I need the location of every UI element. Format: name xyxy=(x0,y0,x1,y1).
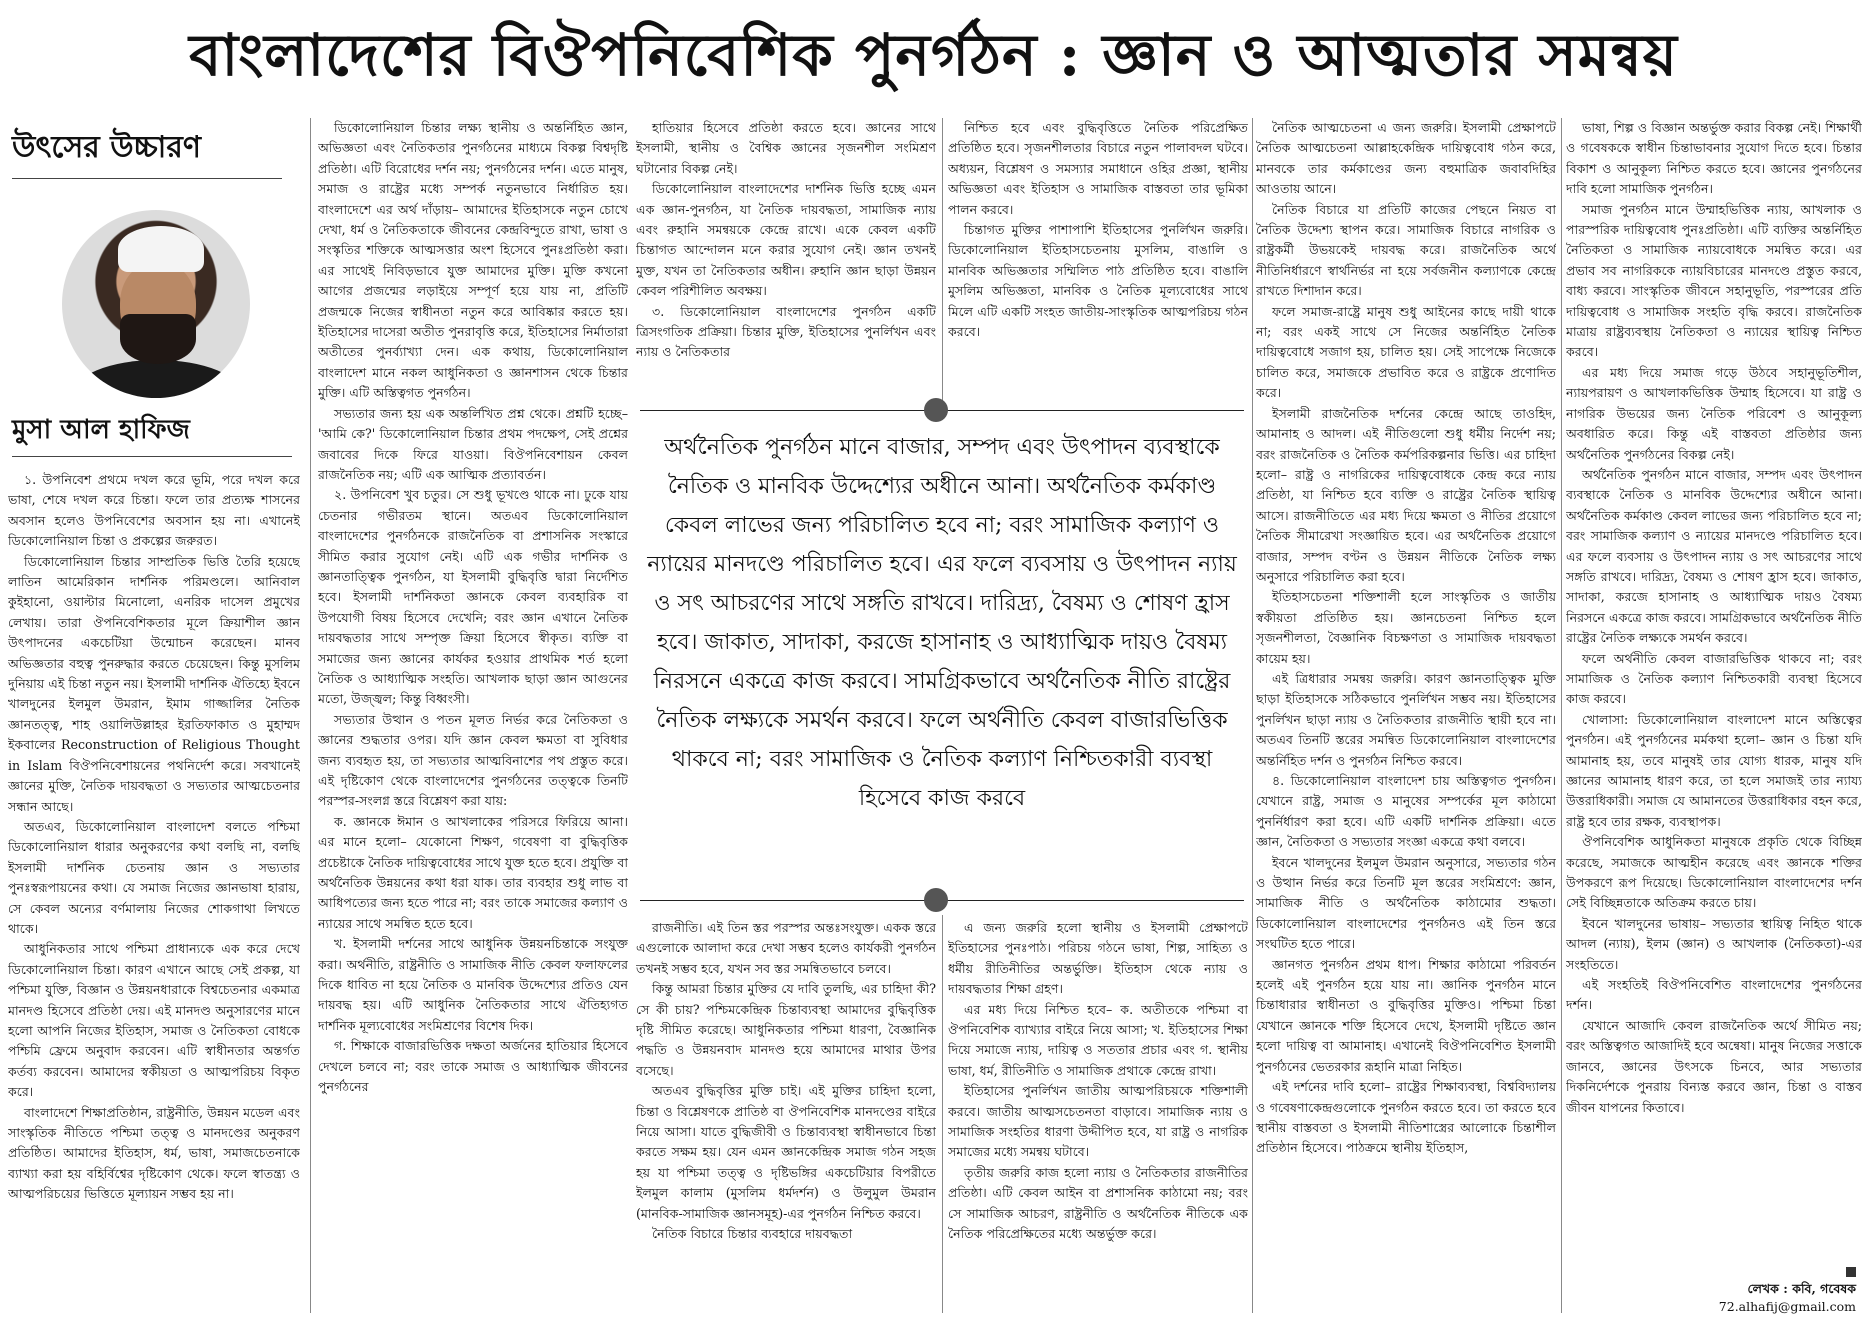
article-paragraph: সমাজ পুনর্গঠন মানে উম্মাহভিত্তিক ন্যায়, আখলাক ও পারস্পরিক দায়িত্ববোধ পুনঃপ্রতিষ্ঠা। এটি ব্যক্তির অন্তর্নিহিত নৈতিকতা ও সামাজিক ন্যায়বোধকে সমন্বিত করে। এর প্রভাব সব নাগরিককে ন্যায়বিচারের মানদণ্ডে প্রস্তুত করবে, বাধ্য করবে। সাংস্কৃতিক জীবনে সহানুভূতি, পরস্পরের প্রতি দায়িত্ববোধ ও সামাজিক সংহতি বৃদ্ধি করবে। রাজনৈতিক মাত্রায় রাষ্ট্রব্যবস্থায় নৈতিকতা ও ন্যায়ের স্থায়িত্ব নিশ্চিত করবে। xyxy=(1566,201,1862,360)
article-paragraph: ডিকোলোনিয়াল বাংলাদেশের দার্শনিক ভিত্তি হচ্ছে এমন এক জ্ঞান-পুনর্গঠন, যা নৈতিক দায়বদ্ধতা, সামাজিক ন্যায় এবং রুহানি সমন্বয়কে কেন্দ্রে রাখে। একে কেবল একটি চিন্তাগত আন্দোলন মনে করার সুযোগ নেই। জ্ঞান তখনই মুক্ত, যখন তা নৈতিকতার অধীন। রুহানি জ্ঞান ছাড়া উন্নয়ন কেবল পরিশীলিত অবক্ষয়। xyxy=(636,181,936,299)
article-paragraph: আধুনিকতার সাথে পশ্চিমা প্রাধান্যকে এক করে দেখে ডিকোলোনিয়াল চিন্তা। কারণ এখানে আছে সেই প্রকল্প, যা পশ্চিমা যুক্তি, বিজ্ঞান ও উন্নয়নধারাকে বিশ্বচেতনার একমাত্র মানদণ্ড হিসেবে প্রতিষ্ঠা দেয়। এই মানদণ্ড অনুসারণের মানে হলো আপনি নিজের ইতিহাস, সমাজ ও নৈতিকতা বোধকে পশ্চিমি ফ্রেমে অনুবাদ করবেন। এটি স্বাধীনতার অন্তর্গত কর্তব্য করবেন। আমাদের স্বকীয়তা ও আত্মপরিচয় বিকৃত করে। xyxy=(8,941,300,1100)
article-paragraph: হাতিয়ার হিসেবে প্রতিষ্ঠা করতে হবে। জ্ঞানের সাথে ইসলামী, স্থানীয় ও বৈশ্বিক জ্ঞানের সৃজনশীল সংমিশ্রণ ঘটানোর বিকল্প নেই। xyxy=(636,120,936,176)
article-paragraph: এই সংহতিই বিঔপনিবেশিত বাংলাদেশের পুনর্গঠনের দর্শন। xyxy=(1566,977,1862,1013)
article-paragraph: ইবনে খালদুনের ভাষায়– সভ্যতার স্থায়িত্ব নিহিত থাকে আদল (ন্যায়), ইলম (জ্ঞান) ও আখলাক (নৈতিকতা)-এর সংহতিতে। xyxy=(1566,915,1862,972)
column-divider xyxy=(310,118,311,1313)
author-byline: মুসা আল হাফিজ xyxy=(12,415,190,445)
column-divider xyxy=(942,118,943,408)
article-paragraph: ইতিহাসচেতনা শক্তিশালী হলে সাংস্কৃতিক ও জাতীয় স্বকীয়তা প্রতিষ্ঠিত হয়। জ্ঞানচেতনা নিশ্চিত হলে সৃজনশীলতা, বৈজ্ঞানিক বিচক্ষণতা ও সামাজিক দায়বদ্ধতা কায়েম হয়। xyxy=(1256,589,1556,666)
column-kicker: উৎসের উচ্চারণ xyxy=(12,130,202,165)
article-paragraph: ভাষা, শিল্প ও বিজ্ঞান অন্তর্ভুক্ত করার বিকল্প নেই। শিক্ষার্থী ও গবেষককে স্বাধীন চিন্তাভাবনার সুযোগ দিতে হবে। চিন্তার বিকাশ ও আনুকূল্য নিশ্চিত করতে হবে। জ্ঞানের পুনর্গঠনের দাবি হলো সামাজিক পুনর্গঠন। xyxy=(1566,120,1862,197)
article-paragraph: ঔপনিবেশিক আধুনিকতা মানুষকে প্রকৃতি থেকে বিচ্ছিন্ন করেছে, সমাজকে আত্মহীন করেছে এবং জ্ঞানকে শক্তির উপকরণে রূপ দিয়েছে। ডিকোলোনিয়াল বাংলাদেশের দর্শন সেই বিচ্ছিন্নতাকে অতিক্রম করতে চায়। xyxy=(1566,834,1862,911)
author-credit: লেখক : কবি, গবেষক xyxy=(1747,1281,1856,1296)
article-paragraph: চিন্তাগত মুক্তির পাশাপাশি ইতিহাসের পুনর্লিখন জরুরি। ডিকোলোনিয়াল ইতিহাসচেতনায় মুসলিম, বাঙালি ও মানবিক অভিজ্ঞতার সম্মিলিত পাঠ প্রতিষ্ঠিত হবে। বাঙালি মুসলিম অভিজ্ঞতা, মানবিক ও নৈতিক মূল্যবোধের সাথে মিলে এটি একটি সংহত জাতীয়-সাংস্কৃতিক আত্মপরিচয় গঠন করবে। xyxy=(948,222,1248,340)
article-paragraph: নৈতিক বিচারে চিন্তার ব্যবহারে দায়বদ্ধতা xyxy=(652,1226,853,1242)
article-paragraph: ইবনে খালদুনের ইলমুল উমরান অনুসারে, সভ্যতার গঠন ও উত্থান নির্ভর করে তিনটি মূল স্তরের সংমিশ্রণে: জ্ঞান, সামাজিক নীতি ও অর্থনৈতিক কাঠামোর শুদ্ধতা। ডিকোলোনিয়াল বাংলাদেশের পুনর্গঠনও এই তিন স্তরে সংঘটিত হতে পারে। xyxy=(1256,854,1556,952)
article-paragraph: ৩. ডিকোলোনিয়াল বাংলাদেশের পুনর্গঠন একটি ত্রিসংগতিক প্রক্রিয়া। চিন্তার মুক্তি, ইতিহাসের পুনর্লিখন এবং ন্যায় ও নৈতিকতার xyxy=(636,303,936,360)
article-column-3-bottom xyxy=(636,918,936,1320)
article-column-2 xyxy=(318,118,628,1320)
article-paragraph: খোলাসা: ডিকোলোনিয়াল বাংলাদেশ মানে অস্তিত্বের পুনর্গঠন। এই পুনর্গঠনের মর্মকথা হলো– জ্ঞান ও চিন্তা যদি আমানাহ হয়, তবে মানুষই তার যোগ্য ধারক, মানুষ যদি জ্ঞানের আমানাহ ধারণ করে, তা হলে সমাজই তার ন্যায্য উত্তরাধিকারী। সমাজ যে আমানতের উত্তরাধিকার বহন করে, রাষ্ট্র হবে তার রক্ষক, ব্যবস্থাপক। xyxy=(1566,711,1862,829)
author-photo-body xyxy=(72,360,242,398)
author-email[interactable]: 72.alhafij@gmail.com xyxy=(1718,1299,1856,1314)
article-paragraph: অতএব, ডিকোলোনিয়াল বাংলাদেশ বলতে পশ্চিমা ডিকোলোনিয়াল ধারার অনুকরণের কথা বলছি না, বলছি ইসলামী দার্শনিক চেতনায় জ্ঞান ও সভ্যতার পুনঃস্বরূপায়নের কথা। যে সমাজ নিজের জ্ঞানভাষা হারায়, সে কেবল অন্যের বর্ণমালায় নিজের শোকগাথা লিখতে থাকে। xyxy=(8,818,300,936)
article-paragraph: ইতিহাসের পুনর্লিখন জাতীয় আত্মপরিচয়কে শক্তিশালী করবে। জাতীয় আত্মসচেতনতা বাড়াবে। সামাজিক ন্যায় ও সামাজিক সংহতির ধারণা উদ্দীপিত হবে, যা রাষ্ট্র ও নাগরিক সমাজের মধ্যে সমন্বয় ঘটাবে। xyxy=(948,1083,1248,1160)
article-paragraph: এই ত্রিধারার সমন্বয় জরুরি। কারণ জ্ঞানতাত্ত্বিক মুক্তি ছাড়া ইতিহাসকে সঠিকভাবে পুনর্লিখন সম্ভব নয়। ইতিহাসের পুনর্লিখন ছাড়া ন্যায় ও নৈতিকতার রাজনীতি স্থায়ী হবে না। অতএব তিনটি স্তরের সমন্বিত ডিকোলোনিয়াল বাংলাদেশের অন্তর্নিহিত দর্শন ও পুনর্গঠন নিশ্চিত করবে। xyxy=(1256,670,1556,768)
article-paragraph: জ্ঞানগত পুনর্গঠন প্রথম ধাপ। শিক্ষার কাঠামো পরিবর্তন হলেই এই পুনর্গঠন হয়ে যায় না। জ্ঞানিক পুনর্গঠন মানে চিন্তাধারার স্বাধীনতা ও বুদ্ধিবৃত্তির মুক্তিও। পশ্চিমা চিন্তা যেখানে জ্ঞানকে শক্তি হিসেবে দেখে, ইসলামী দৃষ্টিতে জ্ঞান হলো দায়িত্ব বা আমানাহ। এখানেই বিঔপনিবেশিত ইসলামী পুনর্গঠনের ভেতরকার রূহানি মাত্রা নিহিত। xyxy=(1256,956,1556,1074)
article-paragraph: ফলে অর্থনীতি কেবল বাজারভিত্তিক থাকবে না; বরং সামাজিক ও নৈতিক কল্যাণ নিশ্চিতকারী ব্যবস্থা হিসেবে কাজ করবে। xyxy=(1566,650,1862,707)
article-paragraph: ডিকোলোনিয়াল চিন্তার সাম্প্রতিক ভিত্তি তৈরি হয়েছে লাতিন আমেরিকান দার্শনিক পরিমণ্ডলে। আনিবাল কুইহানো, ওয়াল্টার মিনোলো, এনরিক দাসেল প্রমুখের লেখায়। তারা ঔপনিবেশিকতার মূলে ক্রিয়াশীল জ্ঞান উৎপাদনের একচেটিয়া উন্মোচন করেছেন। মানব অভিজ্ঞতার বহুত্ব পুনরুদ্ধার করতে চেয়েছেন। কিন্তু মুসলিম দুনিয়ায় এই চিন্তা নতুন নয়। ইসলামী দার্শনিক ঐতিহ্যে ইবনে খালদুনের ইলমুল উমরান, ইমাম গাজ্জালির নৈতিক জ্ঞানতত্ত্ব, শাহ ওয়ালিউল্লাহর ইরতিফাকাত ও মুহাম্মদ ইকবালের Reconstruction of Religious Thought in Islam বিঔপনিবেশায়নের পথনির্দেশ করে। সবখানেই জ্ঞানের মুক্তি, নৈতিক দায়বদ্ধতা ও সভ্যতার আত্মচেতনার সন্ধান আছে। xyxy=(8,553,300,814)
author-photo xyxy=(62,210,250,398)
article-paragraph: ইসলামী রাজনৈতিক দর্শনের কেন্দ্রে আছে তাওহিদ, আমানাহ ও আদল। এই নীতিগুলো শুধু ধর্মীয় নির্দেশ নয়; বরং রাজনৈতিক ও নৈতিক কর্মপরিকল্পনার ভিত্তি। এর চাহিদা হলো– রাষ্ট্র ও নাগরিকের দায়িত্ববোধকে কেন্দ্র করে ন্যায় প্রতিষ্ঠা, যা নিশ্চিত হবে ব্যক্তি ও রাষ্ট্রের নৈতিক স্থায়িত্ব আসে। রাজনীতিতে এর মধ্য দিয়ে ক্ষমতা ও নীতির প্রয়োগে নৈতিক সীমারেখা সংজ্ঞায়িত হবে। এর অর্থনৈতিক প্রয়োগে বাজার, সম্পদ বণ্টন ও উন্নয়ন নীতিকে নৈতিক লক্ষ্য অনুসারে পরিচালিত করা হবে। xyxy=(1256,405,1556,584)
article-paragraph: নৈতিক বিচারে যা প্রতিটি কাজের পেছনে নিয়ত বা নৈতিক উদ্দেশ্য স্থাপন করে। সামাজিক বিচারে নাগরিক ও রাষ্ট্রকর্মী উভয়কেই দায়বদ্ধ করে। রাজনৈতিক অর্থে নীতিনির্ধারণে স্বার্থনির্ভর না হয়ে সর্বজনীন কল্যাণকে কেন্দ্রে রাখতে দিশাদান করে। xyxy=(1256,201,1556,299)
article-paragraph: তৃতীয় জরুরি কাজ হলো ন্যায় ও নৈতিকতার রাজনীতির প্রতিষ্ঠা। এটি কেবল আইন বা প্রশাসনিক কাঠামো নয়; বরং সে সামাজিক আচরণ, রাষ্ট্রনীতি ও অর্থনৈতিক নীতিকে এক নৈতিক পরিপ্রেক্ষিতের মধ্যে অন্তর্ভুক্ত করে। xyxy=(948,1164,1248,1242)
article-paragraph: কিন্তু আমরা চিন্তার মুক্তির যে দাবি তুলছি, এর চাহিদা কী? সে কী চায়? পশ্চিমকেন্দ্রিক চিন্তাব্যবস্থা আমাদের বুদ্ধিবৃত্তিক দৃষ্টি সীমিত করেছে। আধুনিকতার পশ্চিমা ধারণা, বৈজ্ঞানিক পদ্ধতি ও উন্নয়নবাদ মানদণ্ড হয়ে আমাদের মাথার উপর বসেছে। xyxy=(636,981,936,1078)
article-paragraph: এই দর্শনের দাবি হলো– রাষ্ট্রের শিক্ষাব্যবস্থা, বিশ্ববিদ্যালয় ও গবেষণাকেন্দ্রগুলোকে পুনর্গঠন করতে হবে। তা করতে হবে স্থানীয় বাস্তবতা ও ইসলামী নীতিশাস্ত্রের আলোকে চিন্তাশীল প্রতিষ্ঠান হিসেবে। পাঠক্রমে স্থানীয় ইতিহাস, xyxy=(1256,1079,1556,1156)
article-column-6 xyxy=(1566,118,1862,1320)
article-paragraph: যেখানে আজাদি কেবল রাজনৈতিক অর্থে সীমিত নয়; বরং অস্তিত্বগত আজাদিই হবে অন্বেষা। মানুষ নিজের সত্তাকে জানবে, জ্ঞানের উৎসকে চিনবে, আর সভ্যতার দিকনির্দেশকে পুনরায় বিন্যস্ত করবে জ্ঞান, চিন্তা ও বাস্তব জীবন যাপনের কিতাবে। xyxy=(1566,1017,1862,1115)
article-paragraph: খ. ইসলামী দর্শনের সাথে আধুনিক উন্নয়নচিন্তাকে সংযুক্ত করা। অর্থনীতি, রাষ্ট্রনীতি ও সামাজিক নীতি কেবল ফলাফলের দিকে ধাবিত না হয়ে নৈতিক ও মানবিক উদ্দেশ্যের প্রতিও যেন দায়বদ্ধ হয়। এটি আধুনিক নৈতিকতার সাথে ঐতিহ্যগত দার্শনিক মূল্যবোধের সংমিশ্রণের বিশেষ দিক। xyxy=(318,936,628,1033)
article-paragraph: অতএব বুদ্ধিবৃত্তির মুক্তি চাই। এই মুক্তির চাহিদা হলো, চিন্তা ও বিশ্লেষণকে প্রাতিষ্ঠ বা ঔপনিবেশিক মানদণ্ডের বাইরে নিয়ে আসা। যাতে বুদ্ধিজীবী ও চিন্তাব্যবস্থা স্বাধীনভাবে চিন্তা করতে সক্ষম হয়। যেন এমন জ্ঞানকেন্দ্রিক সমাজ গঠন সহজ হয় যা পশ্চিমা তত্ত্ব ও দৃষ্টিভঙ্গির একচেটিয়ার বিপরীতে ইলমুল কালাম (মুসলিম ধর্মদর্শন) ও উলুমুল উমরান (মানবিক-সামাজিক জ্ঞানসমূহ)-এর পুনর্গঠন নিশ্চিত করবে। xyxy=(636,1083,936,1221)
article-headline: বাংলাদেশের বিঔপনিবেশিক পুনর্গঠন : জ্ঞান ও আত্মতার সমন্বয় xyxy=(189,21,1678,89)
article-paragraph: এর মধ্য দিয়ে নিশ্চিত হবে– ক. অতীতকে পশ্চিমা বা ঔপনিবেশিক ব্যাখ্যার বাইরে নিয়ে আসা; খ. ইতিহাসের শিক্ষা দিয়ে সমাজে ন্যায়, দায়িত্ব ও সততার প্রচার এবং গ. স্থানীয় ভাষা, ধর্ম, রীতিনীতি ও সামাজিক প্রথাকে কেন্দ্রে রাখা। xyxy=(948,1001,1248,1078)
article-paragraph: নিশ্চিত হবে এবং বুদ্ধিবৃত্তিতে নৈতিক পরিপ্রেক্ষিত প্রতিষ্ঠিত হবে। সৃজনশীলতার বিচারে নতুন পালাবদল ঘটবে। অধ্যয়ন, বিশ্লেষণ ও সমস্যার সমাধানে ওহির প্রজ্ঞা, স্থানীয় অভিজ্ঞতা এবং ইতিহাস ও সামাজিক বাস্তবতা তার ভূমিকা পালন করবে। xyxy=(948,120,1248,217)
article-paragraph: ক. জ্ঞানকে ঈমান ও আখলাকের পরিসরে ফিরিয়ে আনা। এর মানে হলো– যেকোনো শিক্ষণ, গবেষণা বা বুদ্ধিবৃত্তিক প্রচেষ্টাকে নৈতিক দায়িত্ববোধের সাথে যুক্ত হতে হবে। প্রযুক্তি বা অর্থনৈতিক উন্নয়নের কথা ধরা যাক। তার ব্যবহার শুধু লাভ বা আধিপত্যের জন্য হতে পারে না; বরং তাকে সমাজের কল্যাণ ও ন্যায়ের সাথে সমন্বিত হতে হবে। xyxy=(318,813,628,931)
article-column-1 xyxy=(8,470,300,1320)
article-paragraph: সভ্যতার উত্থান ও পতন মূলত নির্ভর করে নৈতিকতা ও জ্ঞানের শুদ্ধতার ওপর। যদি জ্ঞান কেবল ক্ষমতা বা সুবিধার জন্য ব্যবহৃত হয়, তা সভ্যতার আত্মবিনাশের পথ প্রস্তুত করে। এই দৃষ্টিকোণ থেকে বাংলাদেশের পুনর্গঠনের তত্ত্বকে তিনটি পরস্পর-সংলগ্ন স্তরে বিশ্লেষণ করা যায়: xyxy=(318,711,628,809)
article-paragraph: এ জন্য জরুরি হলো স্থানীয় ও ইসলামী প্রেক্ষাপটে ইতিহাসের পুনঃপাঠ। পরিচয় গঠনে ভাষা, শিল্প, সাহিত্য ও ধর্মীয় রীতিনীতির অন্তর্ভুক্তি। ইতিহাস থেকে ন্যায় ও দায়বদ্ধতার শিক্ষা গ্রহণ। xyxy=(948,920,1248,997)
article-paragraph: ফলে সমাজ-রাষ্ট্রে মানুষ শুধু আইনের কাছে দায়ী থাকে না; বরং একই সাথে সে নিজের অন্তর্নিহিত নৈতিক দায়িত্ববোধে সজাগ হয়, চালিত হয়। সেই সাপেক্ষে নিজেকে চালিত করে, সমাজকে প্রভাবিত করে ও রাষ্ট্রকে প্রণোদিত করে। xyxy=(1256,303,1556,401)
article-paragraph: ২. উপনিবেশ খুব চতুর। সে শুধু ভূখণ্ডে থাকে না। ঢুকে যায় চেতনার গভীরতম স্থানে। অতএব ডিকোলোনিয়াল বাংলাদেশের পুনর্গঠনকে রাজনৈতিক বা প্রশাসনিক সংস্কারে সীমিত করার সুযোগ নেই। এটি এক গভীর দার্শনিক ও জ্ঞানতাত্ত্বিক পুনর্গঠন, যা ইসলামী বুদ্ধিবৃত্তি দ্বারা নির্দেশিত হবে। ইসলামী দার্শনিকতা জ্ঞানকে কেবল ব্যবহারিক বা উপযোগী বিষয় হিসেবে দেখেনি; বরং জ্ঞান এখানে নৈতিক দায়বদ্ধতার সাথে সম্পৃক্ত ক্রিয়া হিসেবে স্বীকৃত। ব্যক্তি বা সমাজের জন্য জ্ঞানের কার্যকর হওয়ার প্রাথমিক শর্ত হলো নৈতিক ও আধ্যাত্মিক সংহতি। আখলাক ছাড়া জ্ঞান আগুনের মতো, উজ্জ্বল; কিন্তু বিধ্বংসী। xyxy=(318,487,628,707)
article-paragraph: ৪. ডিকোলোনিয়াল বাংলাদেশ চায় অস্তিত্বগত পুনর্গঠন। যেখানে রাষ্ট্র, সমাজ ও মানুষের সম্পর্কের মূল কাঠামো পুনর্নির্ধারণ করা হবে। এটি একটি দার্শনিক প্রক্রিয়া। এতে জ্ঞান, নৈতিকতা ও সভ্যতার সংজ্ঞা একত্রে কথা বলবে। xyxy=(1256,773,1556,850)
article-column-5 xyxy=(1256,118,1556,1320)
article-column-4-bottom xyxy=(948,918,1248,1320)
article-paragraph: গ. শিক্ষাকে বাজারভিত্তিক দক্ষতা অর্জনের হাতিয়ার হিসেবে দেখলে চলবে না; বরং তাকে সমাজ ও আধ্যাত্মিক জীবনের পুনর্গঠনের xyxy=(318,1038,628,1095)
article-paragraph: অর্থনৈতিক পুনর্গঠন মানে বাজার, সম্পদ এবং উৎপাদন ব্যবস্থাকে নৈতিক ও মানবিক উদ্দেশ্যের অধীনে আনা। অর্থনৈতিক কর্মকাণ্ড কেবল লাভের জন্য পরিচালিত হবে না; বরং সামাজিক কল্যাণ ও ন্যায়ের মানদণ্ডে পরিচালিত হবে। এর ফলে ব্যবসায় ও উৎপাদন ন্যায় ও সৎ আচরণের সাথে সঙ্গতি রাখবে। দারিদ্র্য, বৈষম্য ও শোষণ হ্রাস হবে। জাকাত, সাদাকা, করজে হাসানাহ ও আধ্যাত্মিক দায়ও বৈষম্য নিরসনে একত্রে কাজ করবে। সামগ্রিকভাবে অর্থনৈতিক নীতি রাষ্ট্রের নৈতিক লক্ষ্যকে সমর্থন করবে। xyxy=(1566,466,1862,646)
column-divider xyxy=(1252,118,1253,1313)
author-signoff xyxy=(1566,1262,1856,1316)
article-paragraph: নৈতিক আত্মচেতনা এ জন্য জরুরি। ইসলামী প্রেক্ষাপটে নৈতিক আত্মচেতনা আল্লাহকেন্দ্রিক দায়িত্ববোধ গঠন করে, মানবকে তার কর্মকাণ্ডের জন্য বহুমাত্রিক জবাবদিহির আওতায় আনে। xyxy=(1256,120,1556,197)
article-paragraph: সভ্যতার জন্য হয় এক অন্তর্লিখিত প্রশ্ন থেকে। প্রশ্নটি হচ্ছে– 'আমি কে?' ডিকোলোনিয়াল চিন্তার প্রথম পদক্ষেপ, সেই প্রশ্নের জবাবের দিকে ফিরে যাওয়া। বিঔপনিবেশায়ন কেবল রাজনৈতিক নয়; এটি এক আত্মিক প্রত্যাবর্তন। xyxy=(318,405,628,482)
article-paragraph: এর মধ্য দিয়ে সমাজ গড়ে উঠবে সহানুভূতিশীল, ন্যায়পরায়ণ ও আখলাকভিত্তিক উম্মাহ হিসেবে। যা রাষ্ট্র ও নাগরিক উভয়ের জন্য নৈতিক পরিবেশ ও আনুকূল্য অবধারিত করে। কিন্তু এই বাস্তবতা প্রতিষ্ঠার জন্য অর্থনৈতিক পুনর্গঠনের বিকল্প নেই। xyxy=(1566,364,1862,462)
article-column-4-top xyxy=(948,118,1248,403)
author-photo-cap xyxy=(118,226,204,272)
byline-divider xyxy=(12,456,292,457)
article-paragraph: রাজনীতি। এই তিন স্তর পরস্পর অন্তঃসংযুক্ত। একক স্তরে এগুলোকে আলাদা করে দেখা সম্ভব হলেও কার্যকরী পুনর্গঠন তখনই সম্ভব হবে, যখন সব স্তর সমন্বিতভাবে চলবে। xyxy=(636,920,936,976)
column-divider xyxy=(1561,118,1562,1313)
kicker-divider xyxy=(12,178,282,179)
article-paragraph: ডিকোলোনিয়াল চিন্তার লক্ষ্য স্থানীয় ও অন্তর্নিহিত জ্ঞান, অভিজ্ঞতা এবং নৈতিকতার পুনর্গঠনের মাধ্যমে বিকল্প বিশ্বদৃষ্টি প্রতিষ্ঠা। এটি বিরোধের দর্শন নয়; পুনর্গঠনের দর্শন। এতে মানুষ, সমাজ ও রাষ্ট্রের মধ্যে সম্পর্ক নতুনভাবে নির্ধারিত হয়। বাংলাদেশে এর অর্থ দাঁড়ায়– আমাদের ইতিহাসকে নতুন চোখে দেখা, ধর্ম ও নৈতিকতাকে জীবনের কেন্দ্রবিন্দুতে রাখা, ভাষা ও সংস্কৃতির শক্তিকে আত্মসত্তার অংশ হিসেবে পুনঃপ্রতিষ্ঠা করা। এর সাথেই নিবিড়ভাবে যুক্ত আমাদের মুক্তি। মুক্তি কখনো আগের প্রজন্মের লড়াইয়ে সম্পূর্ণ হয়ে যায় না, প্রতিটি প্রজন্মকে নিজের স্বাধীনতা নতুন করে আবিষ্কার করতে হয়। ইতিহাসের দাসেরা অতীত পুনরাবৃত্তি করে, ইতিহাসের নির্মাতারা অতীতের পুনর্ব্যাখ্যা দেন। এক কথায়, ডিকোলোনিয়াল বাংলাদেশ মানে নকল আধুনিকতা ও জ্ঞানশাসন থেকে চিন্তার মুক্তি। এটি অস্তিত্বগত পুনর্গঠন। xyxy=(318,120,628,401)
article-paragraph: বাংলাদেশে শিক্ষাপ্রতিষ্ঠান, রাষ্ট্রনীতি, উন্নয়ন মডেল এবং সাংস্কৃতিক নীতিতে পশ্চিমা তত্ত্ব ও মানদণ্ডের অনুকরণ প্রতিষ্ঠিত। আমাদের ইতিহাস, ধর্ম, ভাষা, সমাজচেতনাকে ব্যাখ্যা করা হয় বহির্বিশ্বের দৃষ্টিকোণ থেকে। ফলে স্বাতন্ত্র্য ও আত্মপরিচয়ের ভিত্তিতে মূল্যায়ন সম্ভব হয় না। xyxy=(8,1104,300,1202)
column-divider xyxy=(942,915,943,1313)
article-column-3-top xyxy=(636,118,936,403)
end-mark-icon xyxy=(1846,1267,1856,1277)
author-photo-beard xyxy=(120,314,196,364)
pullquote-dot-top xyxy=(924,398,948,422)
pullquote-dot-bottom xyxy=(924,888,948,912)
pull-quote: অর্থনৈতিক পুনর্গঠন মানে বাজার, সম্পদ এবং উৎপাদন ব্যবস্থাকে নৈতিক ও মানবিক উদ্দেশ্যের অধীনে আনা। অর্থনৈতিক কর্মকাণ্ড কেবল লাভের জন্য পরিচালিত হবে না; বরং সামাজিক কল্যাণ ও ন্যায়ের মানদণ্ডে পরিচালিত হবে। এর ফলে ব্যবসায় ও উৎপাদন ন্যায় ও সৎ আচরণের সাথে সঙ্গতি রাখবে। দারিদ্র্য, বৈষম্য ও শোষণ হ্রাস হবে। জাকাত, সাদাকা, করজে হাসানাহ ও আধ্যাত্মিক দায়ও বৈষম্য নিরসনে একত্রে কাজ করবে। সামগ্রিকভাবে অর্থনৈতিক নীতি রাষ্ট্রের নৈতিক লক্ষ্যকে সমর্থন করবে। ফলে অর্থনীতি কেবল বাজারভিত্তিক থাকবে না; বরং সামাজিক ও নৈতিক কল্যাণ নিশ্চিতকারী ব্যবস্থা হিসেবে কাজ করবে xyxy=(647,435,1237,811)
article-paragraph: ১. উপনিবেশ প্রথমে দখল করে ভূমি, পরে দখল করে ভাষা, শেষে দখল করে চিন্তা। ফলে তার প্রত্যক্ষ শাসনের অবসান হলেও উপনিবেশের অবসান হয় না। এখানেই ডিকোলোনিয়াল চিন্তা ও প্রকল্পের জরুরত। xyxy=(8,472,300,549)
